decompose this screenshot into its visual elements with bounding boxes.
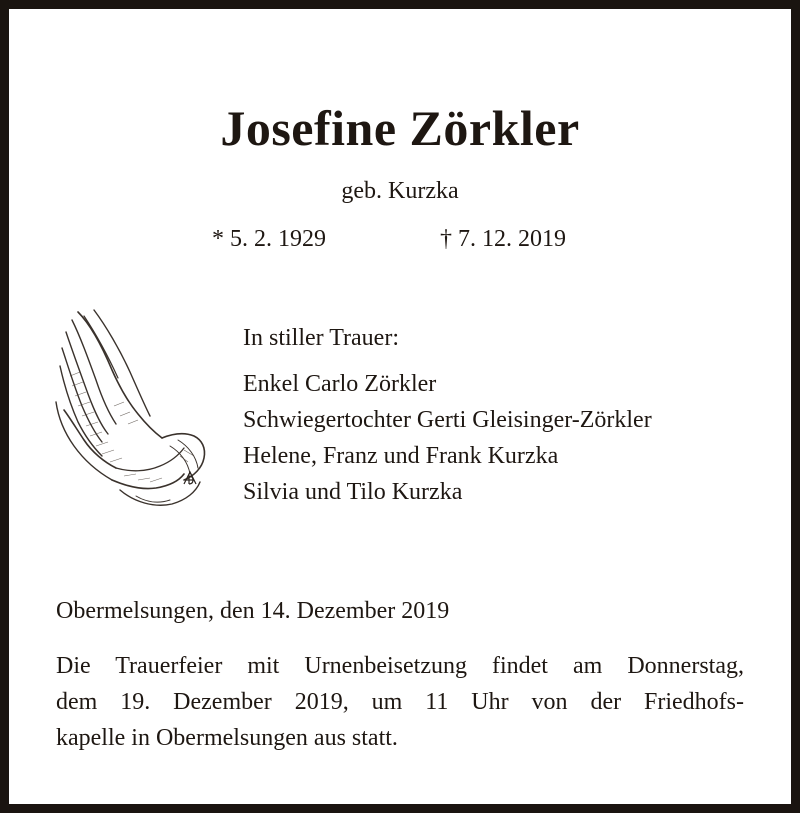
mourner-item: Helene, Franz und Frank Kurzka bbox=[243, 443, 559, 469]
birth-date: * 5. 2. 1929 bbox=[212, 226, 326, 252]
maiden-name: geb. Kurzka bbox=[341, 178, 459, 204]
mourner-item: Schwiegertochter Gerti Gleisinger-Zörkler bbox=[243, 407, 652, 433]
mourning-section bbox=[243, 320, 652, 510]
place-and-date: Obermelsungen, den 14. Dezember 2019 bbox=[56, 598, 450, 624]
notice-line: kapelle in Obermelsungen aus statt. bbox=[56, 725, 398, 751]
mourner-item: Enkel Carlo Zörkler bbox=[243, 371, 437, 397]
deceased-name: Josefine Zörkler bbox=[220, 100, 580, 156]
notice-line: Die Trauerfeier mit Urnenbeisetzung findet am Donnerstag, bbox=[56, 653, 744, 679]
death-date: † 7. 12. 2019 bbox=[440, 226, 566, 252]
praying-hands-icon bbox=[50, 306, 210, 512]
notice-line: dem 19. Dezember 2019, um 11 Uhr von der Friedhofs- bbox=[56, 689, 744, 715]
mourners-list bbox=[243, 366, 652, 510]
funeral-notice bbox=[56, 648, 744, 756]
mourning-heading: In stiller Trauer: bbox=[243, 325, 399, 351]
mourner-item: Silvia und Tilo Kurzka bbox=[243, 479, 463, 505]
